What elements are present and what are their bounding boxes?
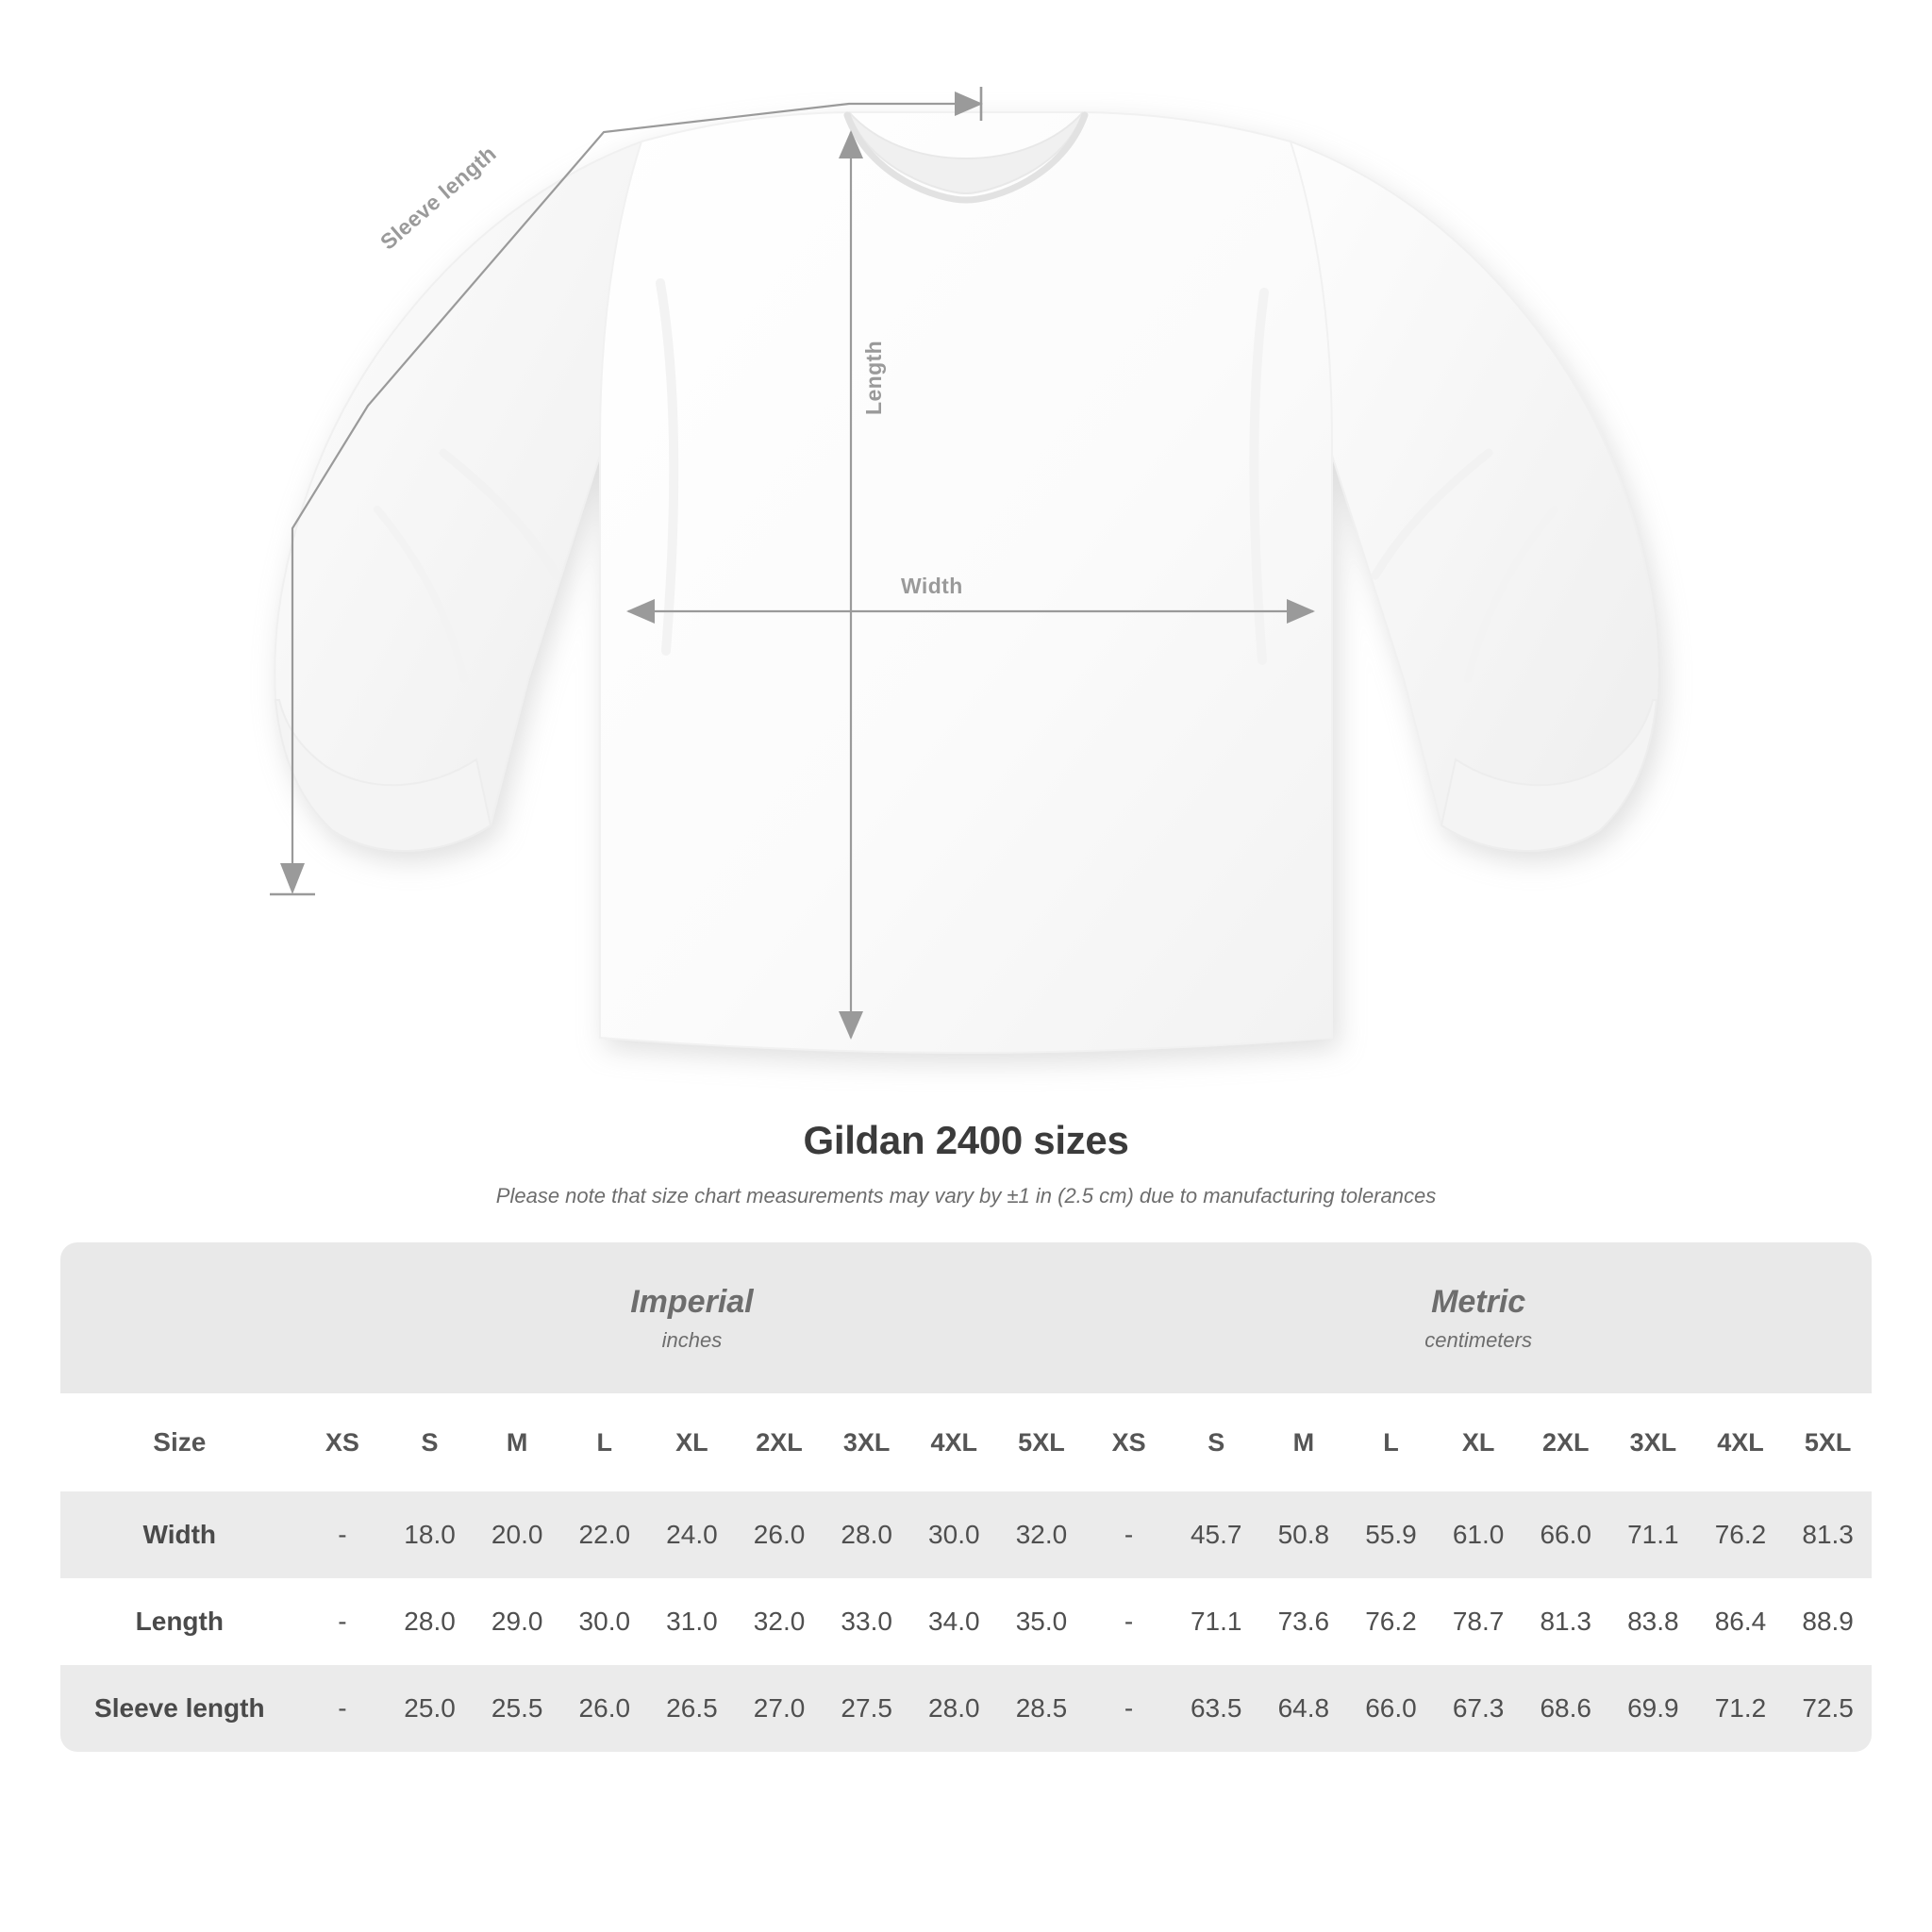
page-title: Gildan 2400 sizes [803,1118,1129,1162]
cell-sleeve-imperial-xs: - [299,1665,387,1752]
cell-length-metric-s: 71.1 [1190,1607,1242,1636]
cell-sleeve-metric-2xl: 68.6 [1522,1665,1609,1752]
header-size-imperial-l: L [560,1393,648,1491]
header-size-metric-xs: XS [1085,1393,1173,1491]
cell-length-imperial-xs: - [338,1607,347,1636]
table-row [60,1578,1872,1665]
cell-width-metric-l: 55.9 [1347,1491,1435,1578]
cell-width-imperial-m: 20.0 [474,1491,561,1578]
unit-group-metric [1085,1242,1872,1393]
cell-sleeve-imperial-m: 25.5 [474,1665,561,1752]
cell-length-metric-3xl: 83.8 [1627,1607,1679,1636]
header-size-imperial-xl: XL [648,1393,736,1491]
title-block [0,1118,1932,1208]
cell-sleeve-metric-s: 63.5 [1173,1665,1260,1752]
cell-length-metric-2xl: 81.3 [1540,1607,1591,1636]
header-size-metric-2xl: 2XL [1522,1393,1609,1491]
cell-width-imperial-2xl: 26.0 [736,1491,824,1578]
header-size-imperial-xs: XS [299,1393,387,1491]
cell-length-metric-m: 73.6 [1277,1607,1330,1636]
cell-width-imperial-s: 18.0 [386,1491,474,1578]
cell-sleeve-imperial-4xl: 28.0 [910,1665,998,1752]
cell-width-metric-xl: 61.0 [1435,1491,1523,1578]
cell-sleeve-metric-xs: - [1085,1665,1173,1752]
cell-sleeve-imperial-5xl: 28.5 [998,1665,1086,1752]
cell-width-metric-s: 45.7 [1173,1491,1260,1578]
cell-length-imperial-4xl: 34.0 [928,1607,980,1636]
header-size-imperial-5xl: 5XL [998,1393,1086,1491]
cell-sleeve-imperial-l: 26.0 [560,1665,648,1752]
row-label-width: Width [60,1491,299,1578]
cell-width-metric-xs: - [1085,1491,1173,1578]
cell-width-imperial-4xl: 30.0 [910,1491,998,1578]
cell-width-metric-m: 50.8 [1260,1491,1348,1578]
tolerance-note: Please note that size chart measurements may vary by ±1 in (2.5 cm) due to manufacturing tolerances [495,1184,1437,1208]
sleeve-length-label: Sleeve length [375,141,501,255]
cell-sleeve-imperial-xl: 26.5 [648,1665,736,1752]
header-size-metric-xl: XL [1435,1393,1523,1491]
unit-group-imperial [299,1242,1086,1393]
header-size-metric-m: M [1260,1393,1348,1491]
cell-length-metric-5xl: 88.9 [1802,1607,1854,1636]
cell-length-imperial-l: 30.0 [578,1607,631,1636]
cell-length-metric-l: 76.2 [1365,1607,1417,1636]
cell-length-metric-xs: - [1124,1607,1134,1636]
table-row [60,1665,1872,1752]
unit-header-row [60,1242,1872,1393]
length-label: Length [861,340,886,415]
cell-sleeve-metric-l: 66.0 [1347,1665,1435,1752]
cell-sleeve-metric-5xl: 72.5 [1784,1665,1872,1752]
unit-name-imperial: Imperial [630,1283,754,1320]
cell-width-imperial-5xl: 32.0 [998,1491,1086,1578]
unit-name-metric: Metric [1431,1283,1526,1320]
cell-length-metric-4xl: 86.4 [1714,1607,1767,1636]
header-size-imperial-s: S [386,1393,474,1491]
cell-sleeve-metric-xl: 67.3 [1435,1665,1523,1752]
cell-sleeve-metric-m: 64.8 [1260,1665,1348,1752]
header-size-metric-4xl: 4XL [1697,1393,1785,1491]
header-size-metric-s: S [1173,1393,1260,1491]
header-size: Size [60,1393,299,1491]
row-label-length: Length [135,1607,224,1636]
header-size-imperial-2xl: 2XL [736,1393,824,1491]
cell-width-imperial-l: 22.0 [560,1491,648,1578]
cell-width-metric-3xl: 71.1 [1609,1491,1697,1578]
cell-width-imperial-xl: 24.0 [648,1491,736,1578]
header-size-metric-l: L [1347,1393,1435,1491]
cell-sleeve-imperial-2xl: 27.0 [736,1665,824,1752]
cell-length-imperial-3xl: 33.0 [841,1607,892,1636]
header-size-imperial-m: M [474,1393,561,1491]
cell-length-imperial-xl: 31.0 [666,1607,718,1636]
header-size-imperial-3xl: 3XL [823,1393,910,1491]
cell-width-imperial-3xl: 28.0 [823,1491,910,1578]
unit-sub-imperial: inches [661,1327,723,1352]
header-size-metric-5xl: 5XL [1784,1393,1872,1491]
cell-length-metric-xl: 78.7 [1452,1607,1505,1636]
cell-width-metric-5xl: 81.3 [1784,1491,1872,1578]
cell-sleeve-metric-3xl: 69.9 [1609,1665,1697,1752]
row-label-sleeve-length: Sleeve length [60,1665,299,1752]
cell-length-imperial-5xl: 35.0 [1015,1607,1068,1636]
unit-header-blank [60,1242,299,1393]
cell-sleeve-metric-4xl: 71.2 [1697,1665,1785,1752]
width-label: Width [901,574,963,598]
table-row [60,1491,1872,1578]
header-size-metric-3xl: 3XL [1609,1393,1697,1491]
cell-length-imperial-m: 29.0 [491,1607,543,1636]
cell-width-imperial-xs: - [299,1491,387,1578]
cell-width-metric-4xl: 76.2 [1697,1491,1785,1578]
cell-width-metric-2xl: 66.0 [1522,1491,1609,1578]
cell-length-imperial-2xl: 32.0 [753,1607,806,1636]
size-table-wrapper [60,1242,1872,1752]
cell-sleeve-imperial-s: 25.0 [386,1665,474,1752]
cell-length-imperial-s: 28.0 [404,1607,456,1636]
header-size-imperial-4xl: 4XL [910,1393,998,1491]
size-table [60,1242,1872,1752]
cell-sleeve-imperial-3xl: 27.5 [823,1665,910,1752]
size-header-row [60,1393,1872,1491]
unit-sub-metric: centimeters [1424,1327,1532,1352]
